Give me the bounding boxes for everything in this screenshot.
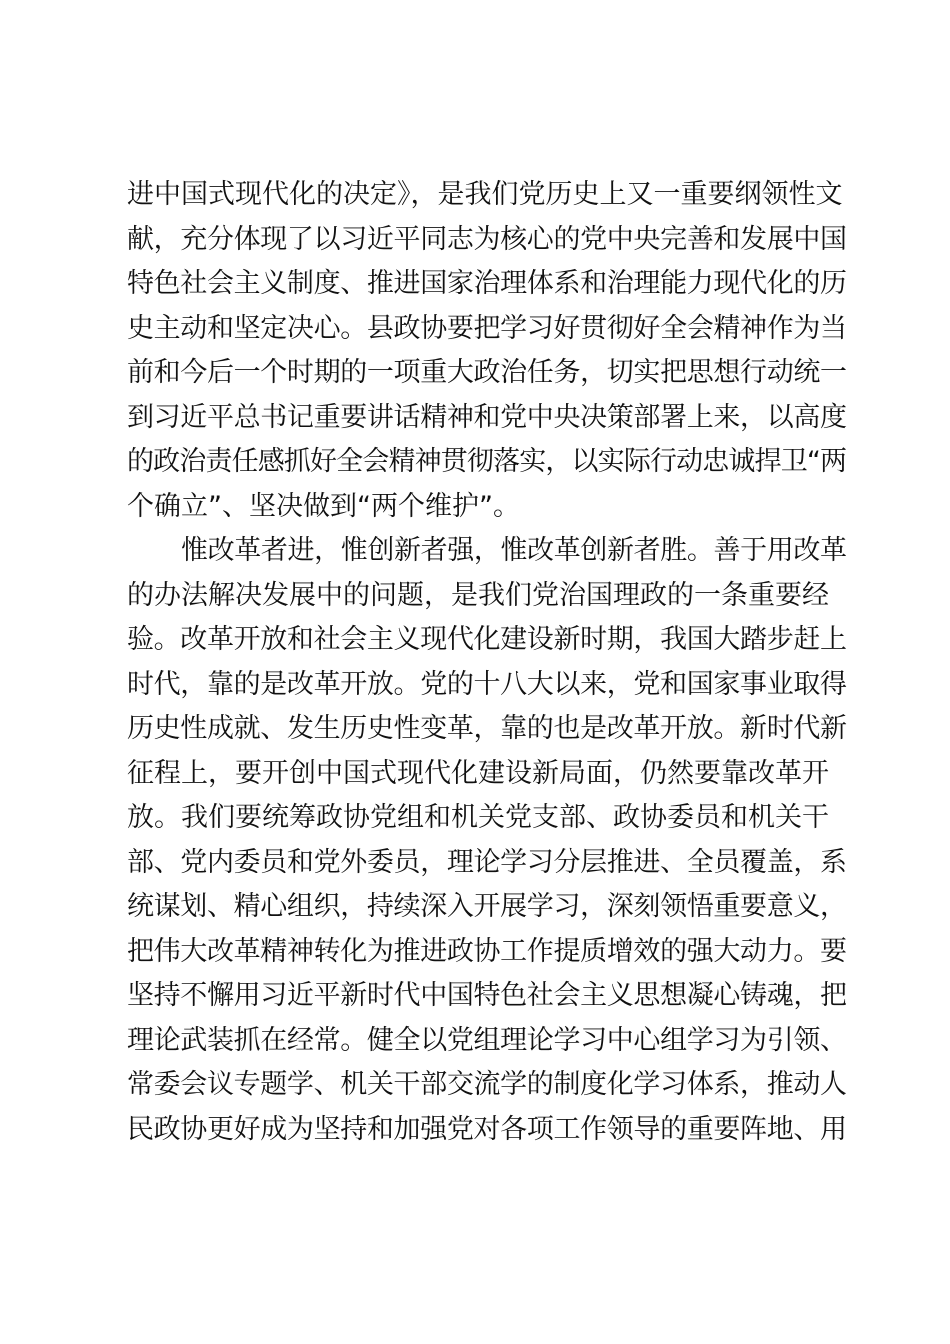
text-line: 民政协更好成为坚持和加强党对各项工作领导的重要阵地、用 [127,1113,847,1145]
text-line: 放。我们要统筹政协党组和机关党支部、政协委员和机关干 [127,802,829,833]
text-line: 的办法解决发展中的问题，是我们党治国理政的一条重要经 [127,579,829,611]
text-line: 到习近平总书记重要讲话精神和党中央决策部署上来，以高度 [127,401,847,433]
text-line: 把伟大改革精神转化为推进政协工作提质增效的强大动力。要 [127,935,847,967]
text-line: 前和今后一个时期的一项重大政治任务，切实把思想行动统一 [127,357,847,388]
text-line: 时代，靠的是改革开放。党的十八大以来，党和国家事业取得 [127,668,847,700]
text-line: 坚持不懈用习近平新时代中国特色社会主义思想凝心铸魂，把 [127,980,847,1011]
text-line: 史主动和坚定决心。县政协要把学习好贯彻好全会精神作为当 [127,312,847,344]
text-line: 部、党内委员和党外委员，理论学习分层推进、全员覆盖，系 [127,846,847,878]
body-text [127,173,847,1152]
text-line: 征程上，要开创中国式现代化建设新局面，仍然要靠改革开 [127,757,829,789]
text-line: 特色社会主义制度、推进国家治理体系和治理能力现代化的历 [127,268,847,299]
paragraph-start-line: 惟改革者进，惟创新者强，惟改革创新者胜。善于用改革 [181,535,847,566]
text-line: 历史性成就、发生历史性变革，靠的也是改革开放。新时代新 [127,713,847,744]
text-line: 进中国式现代化的决定》，是我们党历史上又一重要纲领性文 [127,179,843,210]
text-line: 的政治责任感抓好全会精神贯彻落实，以实际行动忠诚捍卫“两 [127,446,847,477]
text-line: 常委会议专题学、机关干部交流学的制度化学习体系，推动人 [127,1069,847,1100]
text-line: 献，充分体现了以习近平同志为核心的党中央完善和发展中国 [127,223,847,255]
text-line: 统谋划、精心组织，持续深入开展学习，深刻领悟重要意义， [127,891,847,922]
text-line: 个确立”、坚决做到“两个维护”。 [127,490,520,522]
text-line: 理论武装抓在经常。健全以党组理论学习中心组学习为引领、 [127,1024,847,1056]
text-line: 验。改革开放和社会主义现代化建设新时期，我国大踏步赶上 [127,624,847,655]
